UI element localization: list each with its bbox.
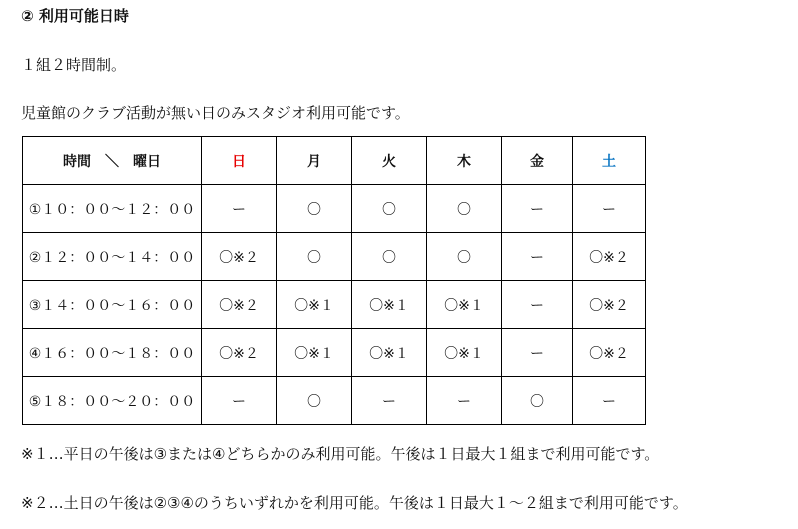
table-cell: 〇※１	[277, 281, 352, 329]
corner-header: 時間 ＼ 曜日	[23, 137, 202, 185]
time-slot-2: ②１２：００～１４：００	[23, 233, 202, 281]
table-cell: ー	[573, 377, 646, 425]
schedule-table	[22, 136, 646, 425]
table-row	[23, 233, 646, 281]
time-slot-3: ③１４：００～１６：００	[23, 281, 202, 329]
table-cell: ー	[502, 281, 573, 329]
day-header-mon: 月	[277, 137, 352, 185]
table-cell: 〇※１	[352, 329, 427, 377]
table-cell: ー	[202, 377, 277, 425]
table-cell: 〇※２	[202, 281, 277, 329]
table-cell: 〇	[427, 185, 502, 233]
table-cell: 〇※１	[427, 329, 502, 377]
table-cell: 〇※１	[427, 281, 502, 329]
day-header-thu: 木	[427, 137, 502, 185]
table-cell: 〇	[277, 377, 352, 425]
table-cell: 〇	[352, 233, 427, 281]
table-cell: ー	[502, 185, 573, 233]
footnote-2: ※２…土日の午後は②③④のうちいずれかを利用可能。午後は１日最大１～２組まで利用可能です。	[21, 494, 688, 512]
section-heading: ② 利用可能日時	[21, 7, 129, 25]
footnote-1: ※１…平日の午後は③または④どちらかのみ利用可能。午後は１日最大１組まで利用可能です。	[21, 445, 660, 463]
table-cell: 〇※２	[202, 233, 277, 281]
day-header-sun: 日	[202, 137, 277, 185]
table-cell: ー	[202, 185, 277, 233]
table-cell: 〇※２	[573, 233, 646, 281]
table-row	[23, 185, 646, 233]
table-cell: 〇※１	[352, 281, 427, 329]
day-header-sat: 土	[573, 137, 646, 185]
table-cell: ー	[427, 377, 502, 425]
intro-text: １組２時間制。	[21, 56, 127, 74]
table-row	[23, 329, 646, 377]
condition-text: 児童館のクラブ活動が無い日のみスタジオ利用可能です。	[21, 104, 410, 122]
table-cell: 〇※２	[573, 281, 646, 329]
table-cell: ー	[573, 185, 646, 233]
table-cell: 〇	[502, 377, 573, 425]
table-row	[23, 377, 646, 425]
day-header-fri: 金	[502, 137, 573, 185]
day-header-tue: 火	[352, 137, 427, 185]
table-cell: 〇※２	[573, 329, 646, 377]
table-cell: ー	[502, 233, 573, 281]
table-row	[23, 281, 646, 329]
table-cell: 〇	[277, 185, 352, 233]
table-cell: ー	[352, 377, 427, 425]
header-row	[23, 137, 646, 185]
time-slot-1: ①１０：００～１２：００	[23, 185, 202, 233]
table-cell: 〇	[277, 233, 352, 281]
table-cell: 〇※２	[202, 329, 277, 377]
table-cell: ー	[502, 329, 573, 377]
time-slot-5: ⑤１８：００～２０：００	[23, 377, 202, 425]
table-cell: 〇※１	[277, 329, 352, 377]
table-cell: 〇	[352, 185, 427, 233]
table-cell: 〇	[427, 233, 502, 281]
time-slot-4: ④１６：００～１８：００	[23, 329, 202, 377]
